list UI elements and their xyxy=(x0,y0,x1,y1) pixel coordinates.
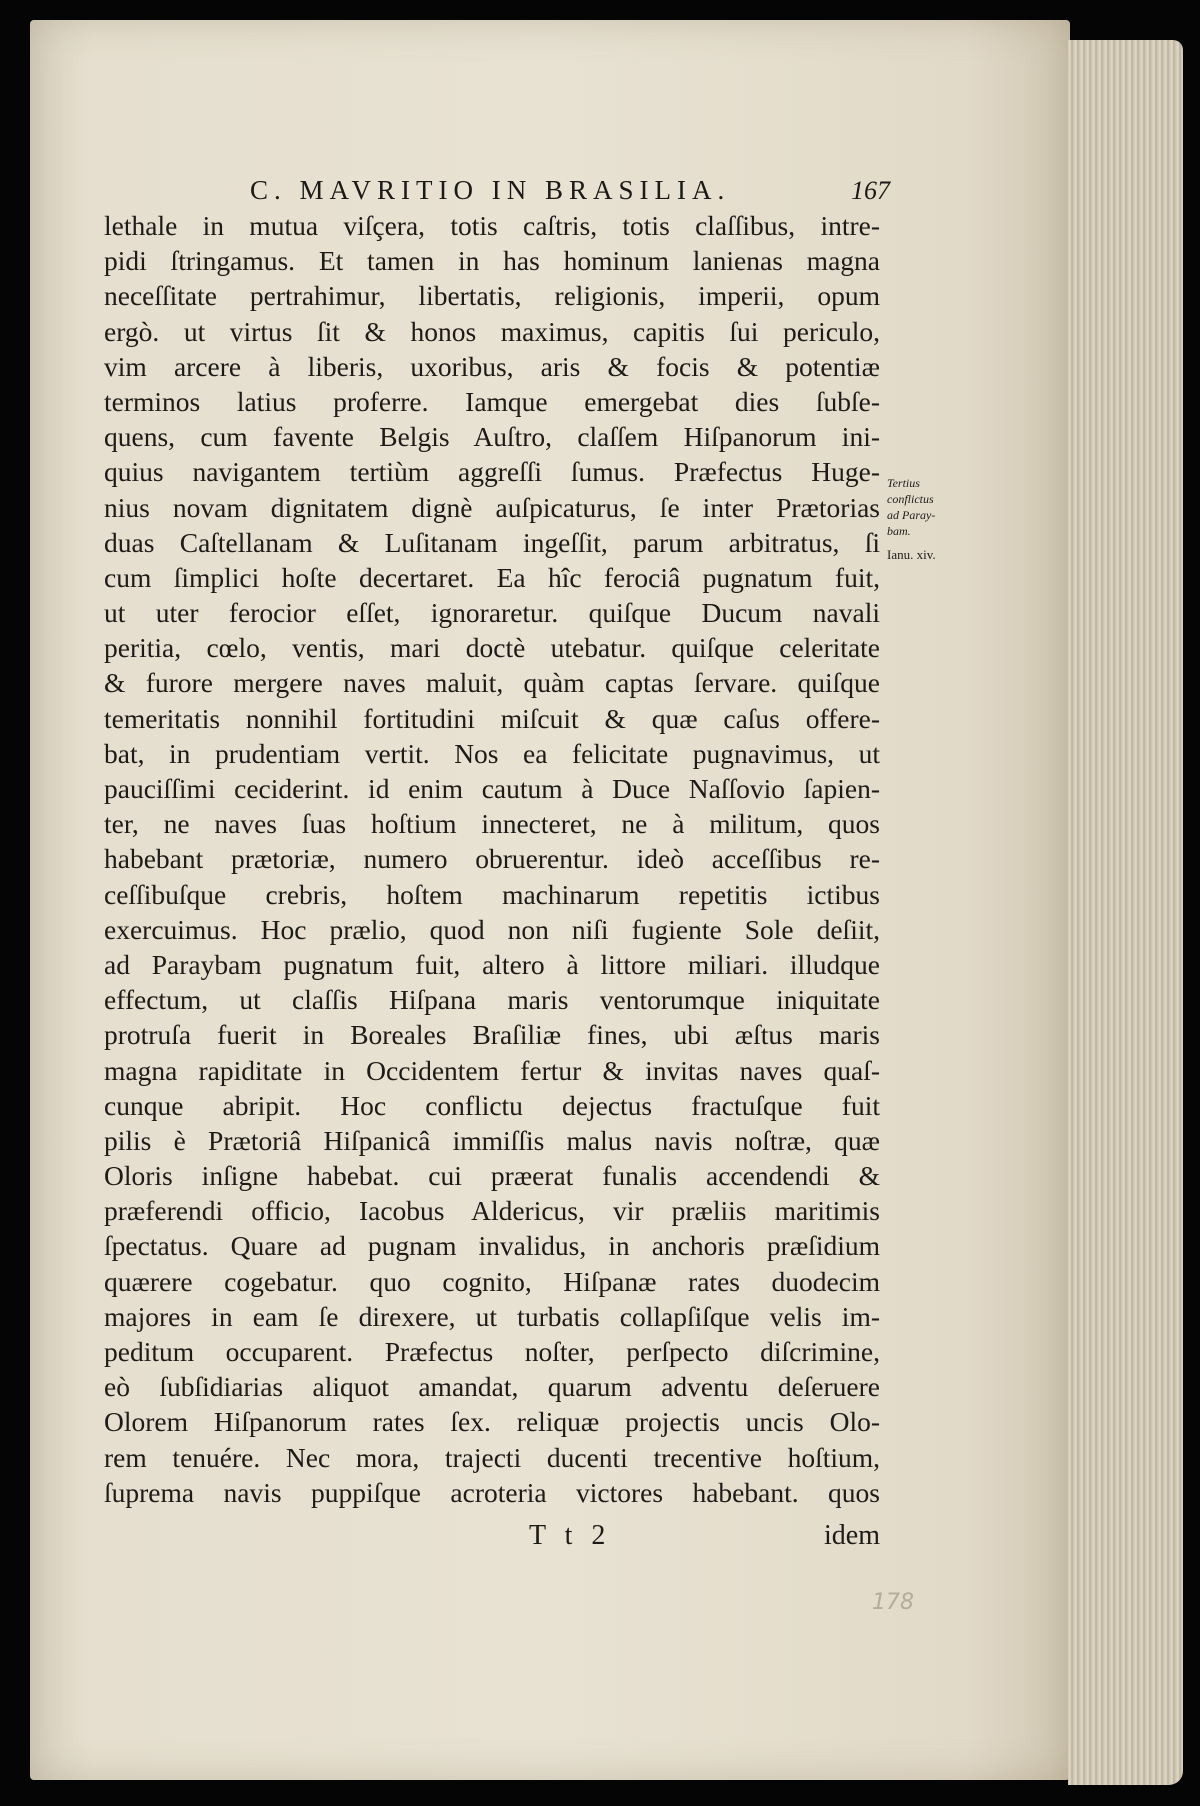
text-line: cunque abripit. Hoc conflictu dejectus fractuſque fuit xyxy=(104,1089,880,1121)
text-line: ad Paraybam pugnatum fuit, altero à littore miliari. illudque xyxy=(104,948,880,980)
text-line: temeritatis nonnihil fortitudini miſcuit & quæ caſus offere- xyxy=(104,702,880,734)
text-line: ter, ne naves ſuas hoſtium innecteret, ne à militum, quos xyxy=(104,808,880,840)
text-line: præferendi officio, Iacobus Aldericus, vir præliis maritimis xyxy=(104,1195,880,1227)
text-line: duas Caſtellanam & Luſitanam ingeſſit, parum arbitratus, ſi xyxy=(104,526,880,558)
text-line: peditum occuparent. Præfectus noſter, perſpecto diſcrimine, xyxy=(104,1336,880,1367)
text-line: terminos latius proferre. Iamque emergebat dies ſubſe- xyxy=(104,385,880,417)
marginal-note-line: bam. xyxy=(887,524,911,538)
text-line: magna rapiditate in Occidentem fertur & invitas naves quaſ- xyxy=(104,1054,880,1086)
text-line: nius novam dignitatem dignè auſpicaturus, ſe inter Prætorias xyxy=(104,491,880,523)
marginal-note-line: conflictus xyxy=(887,492,934,506)
text-line: quius navigantem tertiùm aggreſſi ſumus. Præfectus Huge- xyxy=(104,456,880,488)
pencil-folio-number: 178 xyxy=(872,1590,914,1615)
text-line: lethale in mutua viſçera, totis caſtris, totis claſſibus, intre- xyxy=(104,210,880,241)
text-line: eò ſubſidiarias aliquot amandat, quarum adventu deſeruere xyxy=(104,1371,880,1403)
text-line: Oloris inſigne habebat. cui præerat funalis accendendi & xyxy=(104,1160,880,1192)
text-line: bat, in prudentiam vertit. Nos ea felicitate pugnavimus, ut xyxy=(104,737,880,769)
text-line: Olorem Hiſpanorum rates ſex. reliquæ projectis uncis Olo- xyxy=(104,1406,880,1438)
text-line: effectum, ut claſſis Hiſpana maris ventorumque iniquitate xyxy=(104,984,880,1016)
text-line: neceſſitate pertrahimur, libertatis, religionis, imperii, opum xyxy=(104,280,880,312)
page-number: 167 xyxy=(851,176,890,205)
text-line: quens, cum favente Belgis Auſtro, claſſem Hiſpanorum ini- xyxy=(104,421,880,453)
text-line: ſuprema navis puppiſque acroteria victores habebant. quos xyxy=(104,1476,880,1508)
text-line: ergò. ut virtus ſit & honos maximus, capitis ſui periculo, xyxy=(104,315,880,347)
text-line: & furore mergere naves maluit, quàm captas ſervare. quiſque xyxy=(104,667,880,699)
text-line: rem tenuére. Nec mora, trajecti ducenti trecentive hoſtium, xyxy=(104,1441,880,1473)
running-head xyxy=(250,175,890,206)
text-line: habebant prætoriæ, numero obruerentur. ideò acceſſibus re- xyxy=(104,843,880,875)
page-footer xyxy=(104,1520,880,1560)
marginal-note xyxy=(887,475,977,563)
body-text xyxy=(104,208,880,1510)
text-line: ceſſibuſque crebris, hoſtem machinarum repetitis ictibus xyxy=(104,878,880,910)
text-line: pauciſſimi ceciderint. id enim cautum à Duce Naſſovio ſapien- xyxy=(104,773,880,804)
marginal-note-line: ad Paray- xyxy=(887,508,936,522)
text-line: protruſa fuerit in Boreales Braſiliæ fines, ubi æſtus maris xyxy=(104,1019,880,1051)
text-line: majores in eam ſe direxere, ut turbatis collapſiſque velis im- xyxy=(104,1300,880,1332)
text-line: exercuimus. Hoc prælio, quod non niſi fugiente Sole deſiit, xyxy=(104,913,880,945)
text-line: ut uter ferocior eſſet, ignoraretur. quiſque Ducum navali xyxy=(104,597,880,629)
text-line: ſpectatus. Quare ad pugnam invalidus, in anchoris præſidium xyxy=(104,1230,880,1262)
text-line: pidi ſtringamus. Et tamen in has hominum lanienas magna xyxy=(104,245,880,277)
running-head-title: C. MAVRITIO IN BRASILIA. xyxy=(250,175,731,205)
text-line: quærere cogebatur. quo cognito, Hiſpanæ rates duodecim xyxy=(104,1265,880,1297)
signature-mark: T t 2 xyxy=(529,1520,612,1551)
marginal-note-line: Tertius xyxy=(887,476,920,490)
text-line: cum ſimplici hoſte decertaret. Ea hîc ferociâ pugnatum fuit, xyxy=(104,561,880,593)
marginal-date: Ianu. xiv. xyxy=(887,547,936,562)
page-edges xyxy=(1068,40,1183,1785)
catchword: idem xyxy=(824,1520,880,1551)
text-line: peritia, cœlo, ventis, mari doctè utebatur. quiſque celeritate xyxy=(104,632,880,664)
text-line: pilis è Prætoriâ Hiſpanicâ immiſſis malus navis noſtræ, quæ xyxy=(104,1124,880,1156)
text-line: vim arcere à liberis, uxoribus, aris & focis & potentiæ xyxy=(104,350,880,382)
